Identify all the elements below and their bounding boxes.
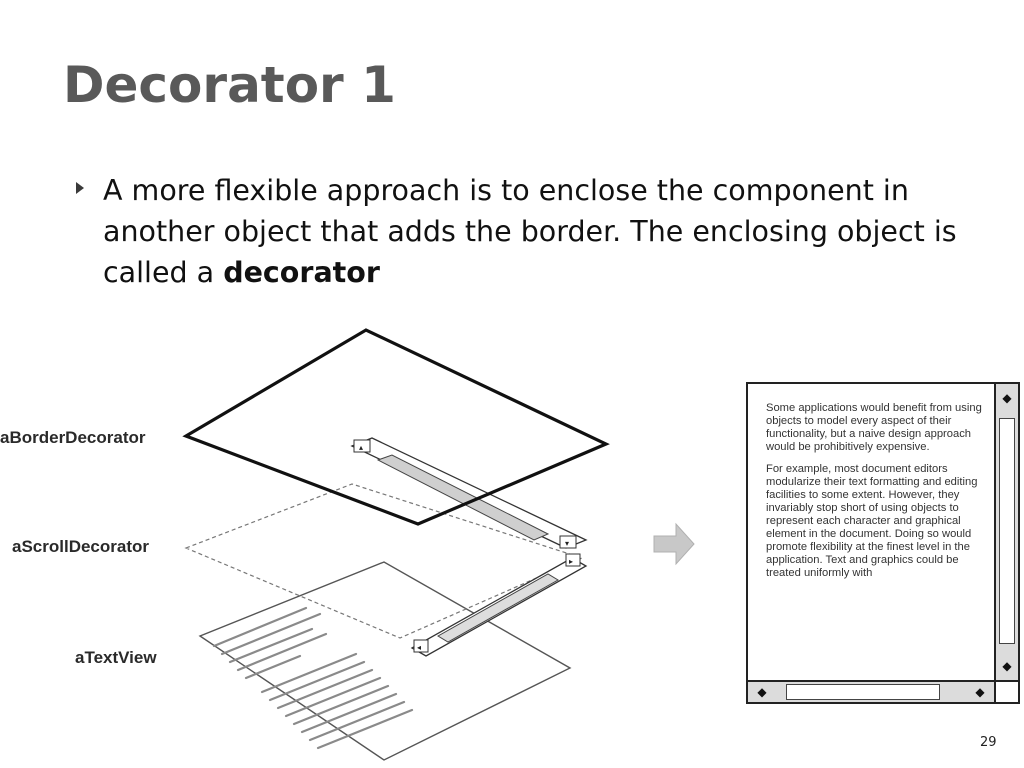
result-paragraph-1: Some applications would benefit from using objects to model every aspect of their functionality, but a naive design approach would be prohibitively expensive. bbox=[766, 402, 982, 453]
label-scroll-decorator: aScrollDecorator bbox=[12, 537, 149, 556]
border-decorator-layer bbox=[186, 330, 606, 524]
right-arrow-icon bbox=[654, 524, 694, 564]
bullet-text bbox=[103, 170, 1013, 293]
bullet-keyword: decorator bbox=[223, 256, 380, 289]
horizontal-scroll-track[interactable] bbox=[786, 684, 940, 700]
vertical-scrollbar[interactable] bbox=[994, 384, 1018, 682]
svg-text:▴: ▴ bbox=[359, 443, 364, 452]
bullet-body: A more flexible approach is to enclose the component in another object that adds the border. The enclosing object is called a bbox=[103, 174, 957, 289]
scroll-corner bbox=[994, 682, 1018, 702]
svg-text:▾: ▾ bbox=[565, 539, 570, 548]
label-text-view: aTextView bbox=[75, 648, 157, 667]
result-paragraph-2: For example, most document editors modularize their text formatting and editing facilities to some extent. However, they invariably stop short of using objects to represent each character and graphical element in the document. Doing so would promote flexibility at the finest level in the application. Text and graphics could be treated uniformly with bbox=[766, 463, 978, 579]
page-number: 29 bbox=[980, 735, 997, 750]
slide-title: Decorator 1 bbox=[63, 56, 396, 114]
result-text-area bbox=[766, 402, 988, 589]
svg-text:▸: ▸ bbox=[569, 557, 574, 566]
scroll-right-icon[interactable]: ◆ bbox=[975, 685, 985, 699]
scroll-down-icon[interactable]: ◆ bbox=[1002, 659, 1012, 673]
scroll-left-icon[interactable]: ◆ bbox=[757, 685, 767, 699]
layer-diagram bbox=[0, 300, 720, 768]
horizontal-scrollbar[interactable] bbox=[748, 680, 1018, 702]
decorated-window bbox=[746, 382, 1020, 704]
vertical-scroll-track[interactable] bbox=[999, 418, 1015, 644]
bullet-arrow-icon bbox=[76, 182, 84, 194]
scroll-up-icon[interactable]: ◆ bbox=[1002, 391, 1012, 405]
label-border-decorator: aBorderDecorator bbox=[0, 428, 146, 447]
svg-text:◂: ◂ bbox=[417, 643, 422, 652]
